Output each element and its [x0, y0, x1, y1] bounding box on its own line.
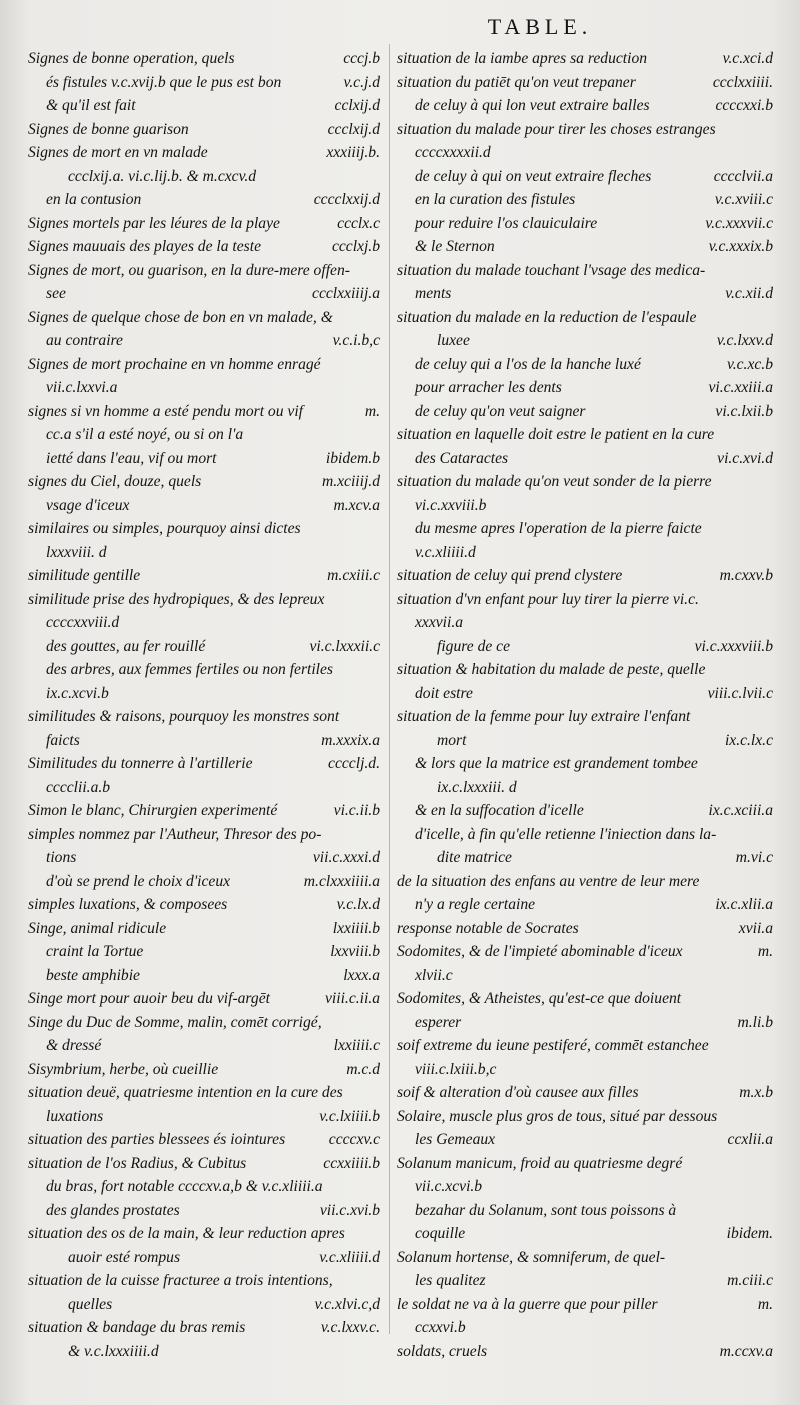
index-entry — [397, 71, 773, 95]
entry-text: en la curation des fistules — [415, 191, 576, 208]
entry-text: ix.c.xcvi.b — [46, 684, 109, 702]
entry-text: pour arracher les dents — [415, 379, 562, 396]
entry-reference: vii.c.xvi.b — [319, 1201, 380, 1219]
index-entry — [397, 47, 773, 71]
index-entry — [28, 752, 380, 776]
entry-reference: m.vi.c — [735, 849, 773, 866]
index-entry — [28, 1105, 380, 1129]
entry-text: n'y a regle certaine — [415, 896, 536, 913]
entry-reference: ccclxj.b — [331, 238, 380, 255]
index-entry — [28, 893, 380, 917]
entry-text: & v.c.lxxxiiii.d — [68, 1342, 159, 1360]
entry-text: lxxxviii. d — [46, 543, 107, 561]
entry-text: quelles — [68, 1295, 113, 1313]
index-entry — [28, 470, 380, 494]
left-column — [28, 47, 380, 1363]
index-entry — [397, 1340, 773, 1364]
entry-text: situation de la cuisse fracturee a trois intentions, — [28, 1272, 333, 1289]
entry-text: luxations — [46, 1107, 104, 1125]
entry-reference: m.xxxix.a — [321, 731, 380, 749]
entry-reference: ccxlii.a — [727, 1131, 773, 1148]
entry-text: mort — [437, 731, 467, 749]
index-entry — [397, 1081, 773, 1105]
entry-reference: v.c.xviii.c — [714, 191, 773, 208]
entry-text: & dressé — [46, 1037, 102, 1054]
index-entry — [28, 212, 380, 236]
entry-text: Singe, animal ridicule — [28, 919, 167, 937]
entry-text: de celuy à qui lon veut extraire balles — [415, 97, 650, 114]
index-entry — [397, 141, 773, 165]
entry-text: des Cataractes — [415, 449, 509, 467]
index-entry — [397, 118, 773, 142]
index-entry — [397, 1175, 773, 1199]
entry-reference: v.c.xii.d — [725, 285, 773, 302]
index-entry — [397, 705, 773, 729]
index-entry — [397, 635, 773, 659]
index-entry — [28, 1175, 380, 1199]
entry-text: v.c.xliiii.d — [415, 543, 476, 561]
entry-text: doit estre — [415, 684, 473, 702]
index-entry — [28, 1081, 380, 1105]
index-entry — [28, 1222, 380, 1246]
entry-text: d'où se prend le choix d'iceux — [46, 872, 231, 890]
entry-reference: vi.c.ii.b — [333, 802, 380, 819]
entry-text: situation des os de la main, & leur reduction apres — [28, 1225, 345, 1242]
entry-text: see — [46, 285, 66, 302]
entry-reference: vi.c.xxxviii.b — [694, 637, 773, 655]
entry-text: figure de ce — [437, 637, 511, 655]
index-entry — [397, 541, 773, 565]
entry-text: situation de la iambe apres sa reduction — [397, 50, 648, 67]
index-entry — [28, 682, 380, 706]
index-entry — [397, 1011, 773, 1035]
index-entry — [397, 1246, 773, 1270]
index-entry — [28, 1199, 380, 1223]
entry-reference: ibidem.b — [325, 449, 380, 467]
entry-text: ccccxxviii.d — [46, 614, 120, 631]
index-entry — [397, 1058, 773, 1082]
index-entry — [28, 776, 380, 800]
entry-text: Simon le blanc, Chirurgien experimenté — [28, 802, 278, 819]
entry-text: ietté dans l'eau, vif ou mort — [46, 449, 217, 467]
index-entry — [397, 564, 773, 588]
entry-text: dite matrice — [437, 849, 512, 866]
index-entry — [28, 306, 380, 330]
index-entry — [28, 541, 380, 565]
entry-reference: cccclj.d. — [328, 755, 380, 772]
entry-reference: ccclxxiiii. — [712, 73, 773, 91]
index-entry — [28, 846, 380, 870]
entry-text: soif extreme du ieune pestiferé, commēt estanchee — [397, 1037, 709, 1054]
index-entry — [28, 94, 380, 118]
entry-text: pour reduire l'os clauiculaire — [415, 214, 598, 232]
index-entry — [28, 118, 380, 142]
index-entry — [28, 635, 380, 659]
index-entry — [397, 917, 773, 941]
entry-text: vii.c.xcvi.b — [415, 1178, 483, 1195]
page-header: TABLE. — [487, 14, 593, 39]
index-entry — [28, 611, 380, 635]
index-entry — [397, 893, 773, 917]
entry-text: Singe du Duc de Somme, malin, comēt corrigé, — [28, 1013, 322, 1031]
entry-text: Signes de mort, ou guarison, en la dure-mere offen- — [28, 261, 350, 279]
entry-text: response notable de Socrates — [397, 919, 579, 937]
entry-text: situation du malade en la reduction de l'espaule — [397, 308, 697, 326]
index-entry — [28, 423, 380, 447]
entry-text: les Gemeaux — [415, 1131, 496, 1148]
entry-text: situation & habitation du malade de peste, quelle — [397, 661, 706, 678]
index-entry — [28, 47, 380, 71]
index-entry — [397, 94, 773, 118]
entry-text: beste amphibie — [46, 966, 140, 984]
index-entry — [397, 1152, 773, 1176]
index-entry — [397, 987, 773, 1011]
entry-text: vii.c.lxxvi.a — [46, 379, 118, 396]
entry-reference: ccccxv.c — [328, 1131, 380, 1148]
entry-reference: v.c.lx.d — [336, 896, 380, 913]
index-entry — [397, 329, 773, 353]
entry-text: viii.c.lxiii.b,c — [415, 1060, 497, 1078]
index-entry — [28, 259, 380, 283]
entry-reference: m.ciii.c — [727, 1272, 773, 1289]
index-entry — [28, 517, 380, 541]
entry-text: situation deuë, quatriesme intention en la cure des — [28, 1084, 343, 1101]
entry-reference: ccxxiiii.b — [323, 1154, 380, 1172]
entry-text: Solaire, muscle plus gros de tous, situé par dessous — [397, 1107, 718, 1125]
index-entry — [28, 564, 380, 588]
index-entry — [397, 1034, 773, 1058]
entry-text: signes du Ciel, douze, quels — [28, 473, 202, 490]
index-entry — [397, 1293, 773, 1317]
entry-reference: ccccxxi.b — [715, 97, 773, 114]
entry-text: luxee — [437, 332, 470, 349]
entry-text: ccxxvi.b — [415, 1319, 466, 1336]
index-entry — [28, 329, 380, 353]
entry-reference: vii.c.xxxi.d — [312, 849, 380, 866]
index-entry — [397, 682, 773, 706]
entry-text: és fistules v.c.xvij.b que le pus est bon — [46, 73, 282, 91]
column-divider — [389, 44, 390, 1334]
entry-reference: v.c.xliiii.d — [319, 1248, 380, 1266]
entry-reference: xxxiiij.b. — [326, 144, 380, 161]
index-entry — [28, 705, 380, 729]
entry-reference: ccclxij.d — [327, 120, 380, 138]
index-entry — [397, 494, 773, 518]
index-entry — [397, 729, 773, 753]
entry-text: Signes de quelque chose de bon en vn malade, & — [28, 308, 333, 326]
entry-text: Similitudes du tonnerre à l'artillerie — [28, 755, 253, 772]
entry-reference: ccclx.c — [337, 214, 380, 232]
entry-reference: ibidem. — [726, 1225, 773, 1242]
index-entry — [397, 1222, 773, 1246]
entry-reference: ix.c.xciii.a — [708, 802, 773, 819]
entry-reference: m.li.b — [737, 1013, 773, 1031]
entry-reference: ix.c.xlii.a — [715, 896, 773, 913]
entry-text: de la situation des enfans au ventre de leur mere — [397, 872, 700, 890]
index-entry — [28, 188, 380, 212]
entry-text: & qu'il est fait — [46, 97, 136, 114]
entry-text: du mesme apres l'operation de la pierre faicte — [415, 520, 702, 537]
entry-text: Signes de bonne operation, quels — [28, 50, 235, 67]
entry-text: ccclxij.a. vi.c.lij.b. & m.cxcv.d — [68, 167, 257, 185]
entry-text: situation du malade qu'on veut sonder de la pierre — [397, 473, 712, 490]
entry-text: situation d'vn enfant pour luy tirer la pierre vi.c. — [397, 590, 699, 608]
index-entry — [28, 1246, 380, 1270]
entry-reference: lxxiiii.b — [332, 919, 380, 937]
entry-text: cc.a s'il a esté noyé, ou si on l'a — [46, 426, 244, 443]
entry-text: situation du malade pour tirer les choses estranges — [397, 120, 716, 138]
entry-reference: v.c.xxxix.b — [708, 238, 773, 255]
entry-reference: xvii.a — [738, 919, 773, 937]
index-entry — [397, 212, 773, 236]
entry-text: xlvii.c — [415, 966, 453, 984]
index-entry — [28, 1011, 380, 1035]
index-entry — [397, 940, 773, 964]
index-entry — [397, 823, 773, 847]
entry-text: Signes de mort prochaine en vn homme enragé — [28, 355, 321, 373]
entry-reference: vi.c.lxxxii.c — [309, 637, 380, 655]
entry-text: similaires ou simples, pourquoy ainsi dictes — [28, 520, 301, 537]
index-entry — [28, 917, 380, 941]
index-entry — [28, 823, 380, 847]
entry-text: situation & bandage du bras remis — [28, 1319, 246, 1336]
entry-reference: m.ccxv.a — [719, 1342, 773, 1360]
index-entry — [28, 353, 380, 377]
entry-text: & lors que la matrice est grandement tombee — [415, 755, 698, 772]
index-entry — [28, 141, 380, 165]
entry-text: Sisymbrium, herbe, où cueillie — [28, 1060, 219, 1078]
index-entry — [397, 964, 773, 988]
entry-text: Signes de bonne guarison — [28, 120, 189, 138]
entry-text: xxxvii.a — [415, 614, 464, 631]
entry-text: coquille — [415, 1225, 466, 1242]
entry-text: Signes mortels par les léures de la playe — [28, 214, 280, 232]
entry-text: vi.c.xxviii.b — [415, 496, 487, 514]
entry-text: des gouttes, au fer rouillé — [46, 637, 206, 655]
entry-reference: m.cxxv.b — [719, 567, 773, 584]
entry-text: faicts — [46, 731, 80, 749]
entry-text: auoir esté rompus — [68, 1248, 181, 1266]
entry-reference: v.c.xc.b — [726, 355, 773, 373]
index-entry — [28, 1316, 380, 1340]
entry-reference: lxxviii.b — [330, 943, 380, 960]
index-entry — [28, 987, 380, 1011]
entry-reference: vi.c.xxiii.a — [708, 379, 773, 396]
entry-text: de celuy à qui on veut extraire fleches — [415, 167, 652, 185]
entry-text: en la contusion — [46, 191, 142, 208]
entry-reference: m.xcv.a — [333, 496, 380, 514]
index-entry — [397, 423, 773, 447]
entry-text: signes si vn homme a esté pendu mort ou vif — [28, 402, 304, 420]
entry-reference: vi.c.xvi.d — [717, 449, 773, 467]
entry-reference: v.c.lxxv.c. — [320, 1319, 380, 1336]
entry-text: simples luxations, & composees — [28, 896, 228, 913]
index-entry — [397, 353, 773, 377]
index-entry — [397, 611, 773, 635]
index-entry — [397, 447, 773, 471]
entry-reference: m. — [757, 1295, 773, 1313]
entry-reference: v.c.xxxvii.c — [705, 214, 773, 232]
index-entry — [397, 1269, 773, 1293]
entry-text: & en la suffocation d'icelle — [415, 802, 584, 819]
index-entry — [397, 306, 773, 330]
entry-text: situation de celuy qui prend clystere — [397, 567, 623, 584]
entry-reference: v.c.lxiiii.b — [319, 1107, 380, 1125]
entry-text: situation du malade touchant l'vsage des medica- — [397, 261, 706, 279]
index-entry — [397, 658, 773, 682]
entry-text: Sodomites, & de l'impieté abominable d'iceux — [397, 943, 683, 960]
entry-reference: v.c.i.b,c — [332, 332, 380, 349]
index-entry — [397, 1199, 773, 1223]
entry-text: esperer — [415, 1013, 462, 1031]
entry-reference: viii.c.ii.a — [325, 990, 380, 1007]
index-entry — [28, 1269, 380, 1293]
index-entry — [397, 376, 773, 400]
index-entry — [397, 517, 773, 541]
entry-text: ments — [415, 285, 452, 302]
index-entry — [397, 188, 773, 212]
entry-text: cccclii.a.b — [46, 778, 111, 796]
index-entry — [397, 799, 773, 823]
index-entry — [28, 658, 380, 682]
index-entry — [28, 376, 380, 400]
entry-text: Solanum hortense, & somniferum, de quel- — [397, 1248, 666, 1266]
entry-reference: v.c.xlvi.c,d — [314, 1295, 380, 1313]
index-entry — [28, 447, 380, 471]
entry-reference: vi.c.lxii.b — [715, 402, 773, 420]
index-entry — [397, 588, 773, 612]
right-column — [397, 47, 773, 1363]
index-entry — [28, 1058, 380, 1082]
entry-reference: m.clxxxiiii.a — [303, 872, 380, 890]
index-entry — [28, 494, 380, 518]
entry-text: de celuy qui a l'os de la hanche luxé — [415, 355, 641, 373]
index-entry — [28, 400, 380, 424]
entry-text: similitude gentille — [28, 567, 141, 584]
entry-text: situation en laquelle doit estre le patient en la cure — [397, 426, 715, 443]
index-entry — [28, 282, 380, 306]
entry-text: de celuy qu'on veut saigner — [415, 402, 586, 420]
index-entry — [397, 282, 773, 306]
index-entry — [28, 799, 380, 823]
entry-text: des glandes prostates — [46, 1201, 180, 1219]
index-entry — [397, 235, 773, 259]
entry-reference: v.c.lxxv.d — [716, 332, 773, 349]
entry-text: craint la Tortue — [46, 943, 144, 960]
index-entry — [397, 870, 773, 894]
entry-text: du bras, fort notable ccccxv.a,b & v.c.xliiii.a — [46, 1178, 323, 1195]
index-entry — [397, 259, 773, 283]
entry-text: Solanum manicum, froid au quatriesme degré — [397, 1154, 683, 1172]
entry-text: les qualitez — [415, 1272, 486, 1289]
index-entry — [397, 1105, 773, 1129]
entry-reference: ccclxxiiij.a — [312, 285, 380, 302]
entry-reference: cccclxxij.d — [313, 191, 380, 208]
index-entry — [397, 470, 773, 494]
index-entry — [397, 752, 773, 776]
index-entry — [397, 776, 773, 800]
entry-reference: cclxij.d — [334, 97, 380, 114]
index-entry — [28, 588, 380, 612]
entry-reference: m.xciiij.d — [321, 473, 380, 490]
index-entry — [28, 1128, 380, 1152]
index-entry — [28, 729, 380, 753]
entry-text: au contraire — [46, 332, 123, 349]
entry-text: tions — [46, 849, 77, 866]
entry-text: situation du patiēt qu'on veut trepaner — [397, 73, 636, 91]
index-entry — [28, 165, 380, 189]
index-entry — [28, 1293, 380, 1317]
entry-reference: lxxiiii.c — [333, 1037, 380, 1054]
entry-text: similitude prise des hydropiques, & des lepreux — [28, 590, 325, 608]
index-entry — [28, 964, 380, 988]
index-entry — [28, 1340, 380, 1364]
entry-reference: v.c.j.d — [343, 73, 380, 91]
entry-reference: viii.c.lvii.c — [707, 684, 773, 702]
entry-reference: m.x.b — [739, 1084, 773, 1101]
index-entry — [397, 846, 773, 870]
entry-text: des arbres, aux femmes fertiles ou non fertiles — [46, 661, 333, 678]
index-entry — [397, 1316, 773, 1340]
entry-text: situation de l'os Radius, & Cubitus — [28, 1154, 247, 1172]
entry-text: Signes mauuais des playes de la teste — [28, 238, 262, 255]
index-entry — [28, 940, 380, 964]
entry-text: ix.c.lxxxiii. d — [437, 778, 517, 796]
index-entry — [397, 1128, 773, 1152]
entry-reference: cccj.b — [343, 50, 380, 67]
entry-text: simples nommez par l'Autheur, Thresor des po- — [28, 825, 322, 843]
entry-text: situation de la femme pour luy extraire l'enfant — [397, 708, 691, 725]
entry-text: soif & alteration d'où causee aux filles — [397, 1084, 639, 1101]
entry-reference: ix.c.lx.c — [724, 731, 773, 749]
entry-reference: m. — [364, 402, 380, 420]
entry-reference: m.c.d — [346, 1060, 380, 1078]
entry-reference: m.cxiii.c — [327, 567, 380, 584]
entry-text: d'icelle, à fin qu'elle retienne l'iniection dans la- — [415, 825, 717, 843]
index-entry — [28, 1152, 380, 1176]
index-entry — [397, 400, 773, 424]
entry-reference: v.c.xci.d — [722, 50, 773, 67]
index-entry — [28, 870, 380, 894]
entry-text: soldats, cruels — [397, 1342, 488, 1360]
index-entry — [28, 1034, 380, 1058]
entry-text: similitudes & raisons, pourquoy les monstres sont — [28, 708, 340, 725]
entry-text: & le Sternon — [415, 238, 495, 255]
entry-text: situation des parties blessees és iointures — [28, 1131, 286, 1148]
entry-reference: m. — [757, 943, 773, 960]
index-entry — [28, 71, 380, 95]
entry-text: ccccxxxxii.d — [415, 144, 491, 161]
entry-text: le soldat ne va à la guerre que pour piller — [397, 1295, 658, 1313]
index-entry — [397, 165, 773, 189]
entry-text: Signes de mort en vn malade — [28, 144, 208, 161]
entry-text: bezahar du Solanum, sont tous poissons à — [415, 1201, 677, 1219]
entry-reference: cccclvii.a — [713, 167, 773, 185]
index-entry — [28, 235, 380, 259]
entry-text: Singe mort pour auoir beu du vif-argēt — [28, 990, 270, 1007]
entry-reference: lxxx.a — [343, 966, 380, 984]
entry-text: vsage d'iceux — [46, 496, 130, 514]
entry-text: Sodomites, & Atheistes, qu'est-ce que doiuent — [397, 990, 682, 1007]
